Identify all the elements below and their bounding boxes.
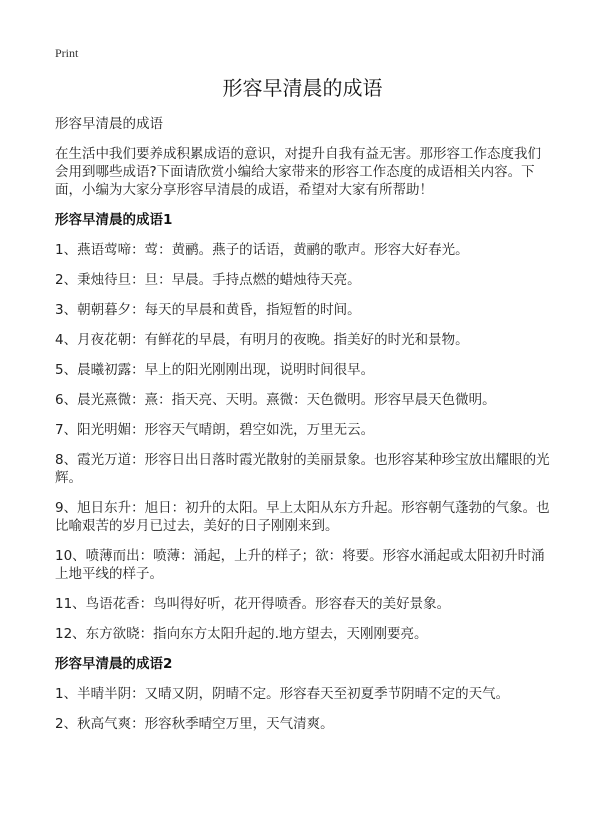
sections	[55, 211, 550, 733]
idiom-item: 2、秉烛待旦：旦：早晨。手持点燃的蜡烛待天亮。	[55, 272, 361, 288]
document-page	[55, 46, 550, 745]
idiom-item: 1、半晴半阴：又晴又阴，阴晴不定。形容春天至初夏季节阴晴不定的天气。	[55, 686, 510, 702]
idiom-item: 7、阳光明媚：形容天气晴朗，碧空如洗，万里无云。	[55, 422, 375, 438]
idiom-item: 6、晨光熹微：熹：指天亮、天明。熹微：天色微明。形容早晨天色微明。	[55, 392, 496, 408]
idiom-item: 10、喷薄而出：喷薄：涌起，上升的样子；欲：将要。形容水涌起或太阳初升时涌上地平线的样子。	[55, 548, 545, 582]
section-heading: 形容早清晨的成语1	[55, 212, 173, 228]
idiom-item: 12、东方欲晓：指向东方太阳升起的.地方望去，天刚刚要亮。	[55, 626, 428, 642]
idiom-item: 3、朝朝暮夕：每天的早晨和黄昏，指短暂的时间。	[55, 302, 361, 318]
intro-paragraph: 在生活中我们要养成积累成语的意识，对提升自我有益无害。那形容工作态度我们会用到哪些成语?下面请欣赏小编给大家带来的形容工作态度的成语相关内容。下面，小编为大家分享形容早清晨的成语，希望对大家有所帮助！	[55, 146, 541, 198]
idiom-item: 5、晨曦初露：早上的阳光刚刚出现，说明时间很早。	[55, 362, 375, 378]
idiom-item: 9、旭日东升：旭日：初升的太阳。早上太阳从东方升起。形容朝气蓬勃的气象。也比喻艰苦的岁月已过去，美好的日子刚刚来到。	[55, 500, 550, 534]
idiom-item: 2、秋高气爽：形容秋季晴空万里，天气清爽。	[55, 716, 334, 732]
print-link[interactable]: Print	[55, 46, 79, 60]
section-heading: 形容早清晨的成语2	[55, 656, 173, 672]
idiom-item: 8、霞光万道：形容日出日落时霞光散射的美丽景象。也形容某种珍宝放出耀眼的光辉。	[55, 452, 550, 486]
idiom-item: 4、月夜花朝：有鲜花的早晨，有明月的夜晚。指美好的时光和景物。	[55, 332, 469, 348]
idiom-item: 1、燕语莺啼：莺：黄鹂。燕子的话语，黄鹂的歌声。形容大好春光。	[55, 242, 469, 258]
page-title: 形容早清晨的成语	[222, 76, 383, 100]
subtitle: 形容早清晨的成语	[55, 116, 163, 132]
idiom-item: 11、鸟语花香：鸟叫得好听，花开得喷香。形容春天的美好景象。	[55, 596, 451, 612]
